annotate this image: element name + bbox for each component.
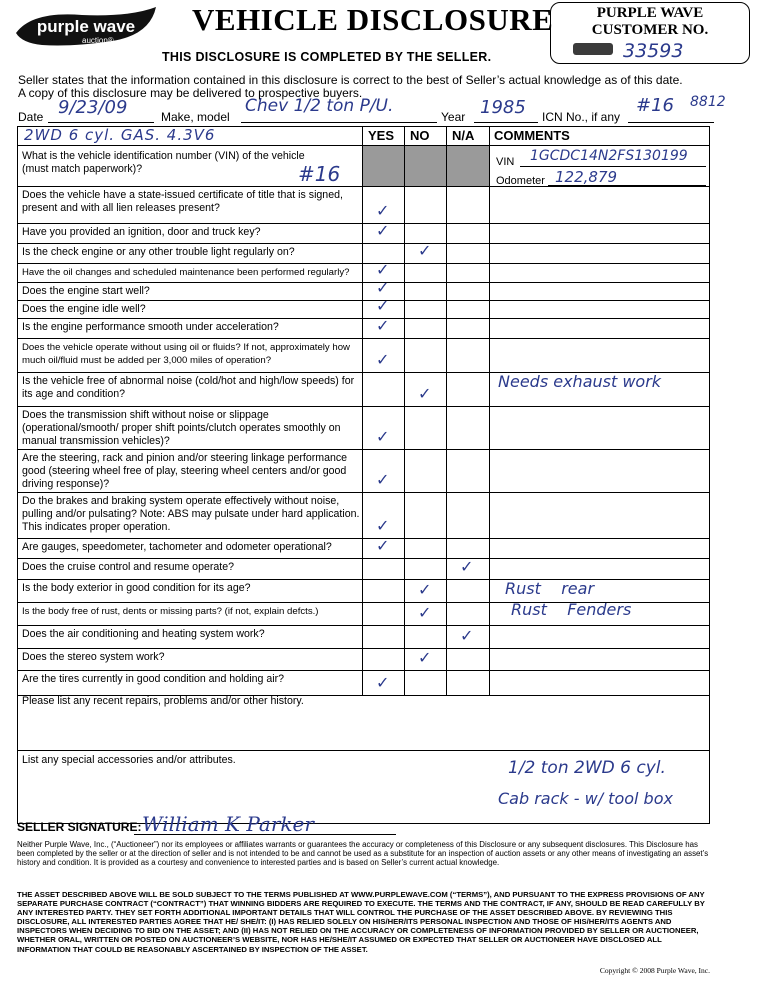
purple-wave-logo <box>12 5 160 49</box>
question-text: Is the vehicle free of abnormal noise (cold/hot and high/low speeds) for its age and condition? <box>22 375 355 400</box>
row-line <box>17 406 710 407</box>
row-line <box>17 186 710 187</box>
question-text: Is the check engine or any other trouble light regularly on? <box>22 246 295 258</box>
question-text: Are the steering, rack and pinion and/or steering linkage performance good (steering wheel free of play, steering wheel centers and/or good driving response)? <box>22 452 348 490</box>
vin-underline <box>520 166 706 167</box>
question-text: Does the cruise control and resume operate? <box>22 561 234 573</box>
col-divider-comments <box>489 126 490 695</box>
seller-signature-label: SELLER SIGNATURE: <box>17 820 142 834</box>
question-text: Do the brakes and braking system operate effectively without noise, pulling and/or pulsating? Note: ABS may pulsate under hard application. This indicates proper operation. <box>22 495 360 533</box>
answer-checkmark-na[interactable]: ✓ <box>460 626 474 645</box>
customer-number: 33593 <box>623 40 684 62</box>
header-na: N/A <box>452 128 475 143</box>
logo-subtext: auction® <box>82 36 114 45</box>
col-divider-yes <box>362 126 363 695</box>
answer-checkmark-no[interactable]: ✓ <box>418 384 432 403</box>
answer-checkmark-na[interactable]: ✓ <box>460 557 474 576</box>
intro-line2: A copy of this disclosure may be delivered to prospective buyers. <box>18 86 363 100</box>
copyright: Copyright © 2008 Purple Wave, Inc. <box>599 966 710 975</box>
accessories-line2: Cab rack - w/ tool box <box>498 789 673 808</box>
icn-label: ICN No., if any <box>542 110 621 124</box>
year-underline <box>474 122 538 123</box>
question-text: Does the air conditioning and heating system work? <box>22 628 265 640</box>
question-text: Have you provided an ignition, door and truck key? <box>22 226 261 238</box>
vin-value[interactable]: 1GCDC14N2FS130199 <box>530 148 688 164</box>
row-line <box>17 318 710 319</box>
vin-label: VIN <box>496 156 515 168</box>
question-text: Does the vehicle operate without using oil or fluids? If not, approximately how much oil/fluid must be added per 3,000 miles of operation? <box>22 342 350 366</box>
answer-checkmark-yes[interactable]: ✓ <box>376 536 390 555</box>
row-line <box>17 538 710 539</box>
seller-signature[interactable]: William K Parker <box>142 812 314 836</box>
answer-checkmark-yes[interactable]: ✓ <box>376 470 390 489</box>
scribbled-out-mark <box>573 43 613 55</box>
answer-checkmark-yes[interactable]: ✓ <box>376 316 390 335</box>
row-line <box>17 282 710 283</box>
question-text: Does the engine start well? <box>22 285 150 297</box>
row-line <box>17 670 710 671</box>
make-label: Make, model <box>161 110 230 124</box>
answer-checkmark-yes[interactable]: ✓ <box>376 201 390 220</box>
customer-box-line2: CUSTOMER NO. <box>591 22 709 38</box>
terms-paragraph: THE ASSET DESCRIBED ABOVE WILL BE SOLD SUBJECT TO THE TERMS PUBLISHED AT WWW.PURPLEWAVE.COM (“TERMS”), AND PURSUANT TO THE EXPRESS PROVISIONS OF ANY SEPARATE PURCHASE CONTRACT (“CONTRACT”) THAT WINNING BIDDERS ARE REQUIRED TO EXECUTE. THE TERMS AND THE CONTRACT, IF ANY, SHOULD BE READ CAREFULLY BY ANY INTERESTED PARTY. THEY SET FORTH ADDITIONAL IMPORTANT DETAILS THAT WILL CONTROL THE PURCHASE OF THE ASSET DESCRIBED ABOVE. BY REVIEWING THIS DISCLOSURE, ALL INTERESTED PARTIES AGREE THAT HE/ SHE/IT: (I) HAS RELIED SOLELY ON HIS/HER/ITS PERSONAL INSPECTION AND THOSE OF HIS/HER/ITS AGENTS AND INSPECTORS WHEN DECIDING TO BID ON THE ASSET; AND (II) HAS NOT RELIED ON THE ACCURACY OR COMPLETENESS OF INFORMATION PROVIDED BY SELLER OR AUCTIONEER, WHETHER ORAL, WRITTEN OR POSTED ON AUCTIONEER’S WEBSITE, NOR HAS HE/SHE/IT ASSUMED OR EXPECTED THAT SELLER OR AUCTIONEER HAVE DISCLOSED ALL INFORMATION THAT COULD BE REASONABLY ASCERTAINED BY INSPECTION OF THE ASSET. <box>17 890 705 954</box>
row-line <box>17 492 710 493</box>
row-comment[interactable]: Needs exhaust work <box>498 372 662 391</box>
answer-checkmark-yes[interactable]: ✓ <box>376 427 390 446</box>
row-line <box>17 243 710 244</box>
question-text: Are the tires currently in good condition and holding air? <box>22 673 285 685</box>
vin-question: What is the vehicle identification number (VIN) of the vehicle (must match paperwork)? <box>22 150 305 175</box>
question-text: Is the body free of rust, dents or missing parts? (if not, explain defcts.) <box>22 606 319 617</box>
answer-checkmark-yes[interactable]: ✓ <box>376 296 390 315</box>
row-line <box>17 263 710 264</box>
recent-repairs-label: Please list any recent repairs, problems and/or other history. <box>22 695 304 707</box>
accessories-line1: 1/2 ton 2WD 6 cyl. <box>508 758 666 778</box>
answer-checkmark-yes[interactable]: ✓ <box>376 350 390 369</box>
make-value[interactable]: Chev 1/2 ton P/U. <box>245 96 394 116</box>
engine-note: 2WD 6 cyl. GAS. 4.3V6 <box>24 126 216 144</box>
shaded-cell-yes <box>363 145 404 186</box>
customer-number-box <box>550 2 750 64</box>
row-line <box>17 223 710 224</box>
shaded-cell-na <box>447 145 489 186</box>
odometer-value[interactable]: 122,879 <box>555 168 618 186</box>
col-divider-no <box>404 126 405 695</box>
question-text: Are gauges, speedometer, tachometer and odometer operational? <box>22 541 332 553</box>
question-text: Does the engine idle well? <box>22 303 146 315</box>
row-line <box>17 449 710 450</box>
row-line <box>17 338 710 339</box>
answer-checkmark-no[interactable]: ✓ <box>418 603 432 622</box>
make-underline <box>241 122 437 123</box>
date-label: Date <box>18 110 44 124</box>
row-line <box>17 625 710 626</box>
question-text: Does the transmission shift without noise or slippage (operational/smooth/ proper shift points/clutch operates smoothly on manual transmission vehicles)? <box>22 409 341 447</box>
answer-checkmark-yes[interactable]: ✓ <box>376 260 390 279</box>
year-label: Year <box>441 110 466 124</box>
answer-checkmark-yes[interactable]: ✓ <box>376 221 390 240</box>
row-line <box>17 558 710 559</box>
row-line <box>17 579 710 580</box>
answer-checkmark-yes[interactable]: ✓ <box>376 673 390 692</box>
icn-underline <box>628 122 714 123</box>
header-yes: YES <box>368 128 395 143</box>
row-comment[interactable]: Rust rear <box>505 579 595 598</box>
date-value[interactable]: 9/23/09 <box>58 97 128 118</box>
header-comments: COMMENTS <box>494 128 570 143</box>
icn-extra: 8812 <box>690 94 726 110</box>
icn-value[interactable]: #16 <box>636 95 674 116</box>
answer-checkmark-no[interactable]: ✓ <box>418 241 432 260</box>
row-line <box>17 300 710 301</box>
disclaimer-paragraph: Neither Purple Wave, Inc., (“Auctioneer”) nor its employees or affiliates warrants or guarantees the accuracy or completeness of this Disclosure or any subsequent disclosures. This Disclosure has been completed by the seller or at the direction of seller and is not intended to be and cannot be used as a substitute for an inspection of auction assets or any other means of investigating an asset’s history and condition. It is provided as a courtesy and convenience to interested parties and is based on Seller’s current actual knowledge. <box>17 840 709 867</box>
shaded-cell-no <box>405 145 446 186</box>
question-text: Have the oil changes and scheduled maintenance been performed regularly? <box>22 267 350 278</box>
repairs-row-line <box>17 750 710 751</box>
page-title: VEHICLE DISCLOSURE <box>192 2 554 37</box>
question-text: Is the body exterior in good condition for its age? <box>22 582 251 594</box>
intro-line1: Seller states that the information contained in this disclosure is correct to the best of Seller’s actual knowledge as of this date. <box>18 73 683 87</box>
answer-checkmark-yes[interactable]: ✓ <box>376 278 390 297</box>
odometer-label: Odometer <box>496 175 545 187</box>
logo-text: purple wave <box>36 17 136 36</box>
date-underline <box>48 122 154 123</box>
year-value[interactable]: 1985 <box>480 97 526 118</box>
answer-checkmark-no[interactable]: ✓ <box>418 580 432 599</box>
vin-handwritten: #16 <box>298 162 341 186</box>
accessories-label: List any special accessories and/or attributes. <box>22 754 236 766</box>
header-row-line <box>17 145 710 146</box>
question-text: Does the vehicle have a state-issued certificate of title that is signed, present and with all lien releases present? <box>22 189 343 214</box>
customer-box-line1: PURPLE WAVE <box>596 5 704 21</box>
header-no: NO <box>410 128 430 143</box>
page-subtitle: THIS DISCLOSURE IS COMPLETED BY THE SELLER. <box>162 50 492 64</box>
row-line <box>17 648 710 649</box>
answer-checkmark-no[interactable]: ✓ <box>418 648 432 667</box>
answer-checkmark-yes[interactable]: ✓ <box>376 516 390 535</box>
row-comment[interactable]: Rust Fenders <box>511 600 632 619</box>
col-divider-na <box>446 126 447 695</box>
question-text: Is the engine performance smooth under acceleration? <box>22 321 279 333</box>
question-text: Does the stereo system work? <box>22 651 165 663</box>
